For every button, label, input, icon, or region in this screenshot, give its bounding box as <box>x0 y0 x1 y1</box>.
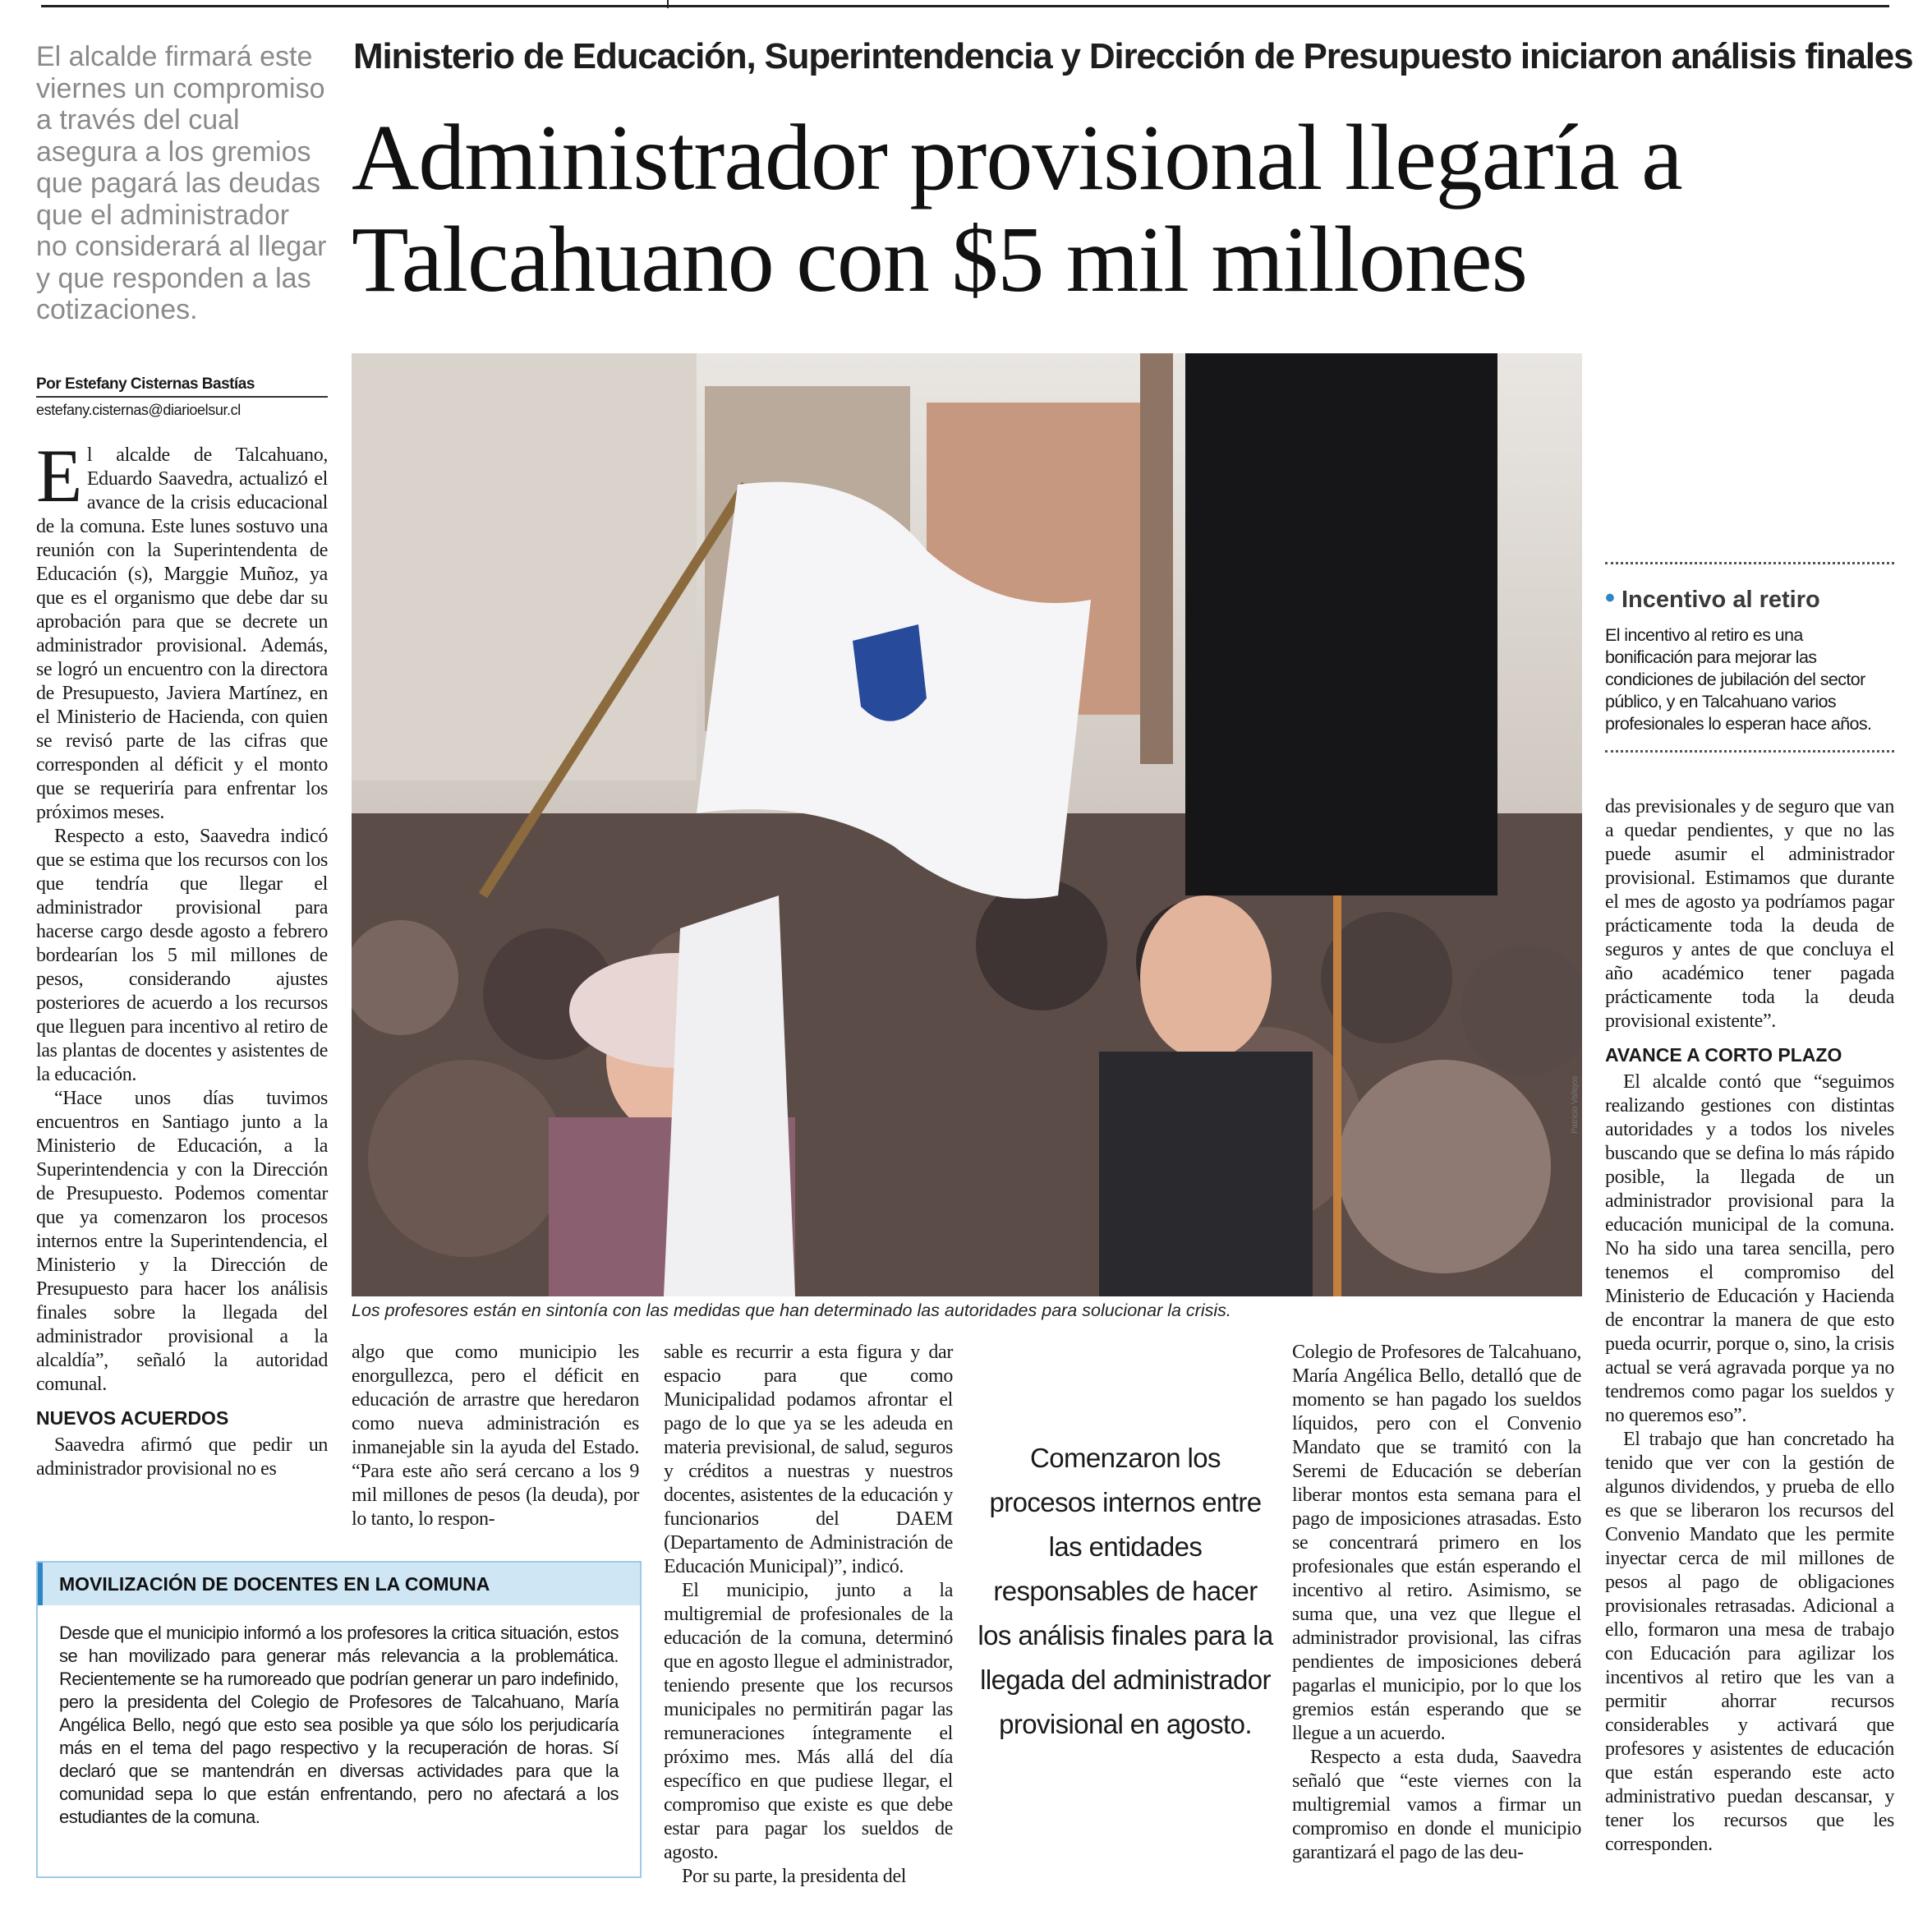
info-box-movilizacion <box>36 1561 642 1878</box>
article-column-2 <box>352 1341 639 1531</box>
article-column-3 <box>664 1341 953 1889</box>
paragraph: El municipio, junto a la multigremial de profesionales de la educación de la comuna, determinó que en agosto llegue el administrador, teniendo presente que los recursos municipales no permitirán pagar las remuneraciones íntegramente el próximo mes. Más allá del día específico en que pudiese llegar, el compromiso que existe es que debe estar para pagar los sueldos de agosto. <box>664 1580 953 1863</box>
photo-credit: Patricio Vallejos <box>1571 1075 1580 1134</box>
subhead-avance: AVANCE A CORTO PLAZO <box>1605 1044 1842 1066</box>
byline <box>36 375 328 419</box>
paragraph: das previsionales y de seguro que van a quedar pendientes, y que no las puede asumir el administrador provisional. Estimamos que durante el mes de agosto ya podríamos pagar prácticamente toda la deuda de seguros y antes de que concluya el año académico tener pagada prácticamente toda la deuda provisional existente”. <box>1605 796 1894 1032</box>
bullet-icon: • <box>1605 582 1615 614</box>
drop-cap: E <box>36 434 82 518</box>
kicker: Ministerio de Educación, Superintendencia y Dirección de Presupuesto iniciaron análisis finales <box>353 36 1913 76</box>
article-deck: El alcalde firmará este viernes un compromiso a través del cual asegura a los gremios que pagará las deudas que el administrador no considerará al llegar y que responden a las cotizaciones. <box>36 41 327 325</box>
top-rule <box>41 5 1889 7</box>
byline-author: Por Estefany Cisternas Bastías <box>36 375 255 393</box>
sidebar-title <box>1605 582 1894 615</box>
article-column-5 <box>1292 1341 1581 1865</box>
sidebar-top-dots <box>1605 562 1894 564</box>
article-column-6 <box>1605 795 1894 1857</box>
paragraph: El alcalde contó que “seguimos realizando gestiones con distintas autoridades y a todos los niveles buscando que se defina lo más rápido posible, la llegada de un administrador provisional para la educación municipal de la comuna. No ha sido una tarea sencilla, pero tenemos el compromiso del Ministerio de Educación y Hacienda de encontrar la manera de que esto pueda ocurrir, porque o, sino, la crisis actual se verá agravada porque ya no tendremos como pagar los sueldos y no queremos eso”. <box>1605 1071 1894 1426</box>
paragraph: “Hace unos días tuvimos encuentros en Santiago junto a la Ministerio de Educación, a la Superintendencia y con la Dirección de Presupuesto. Podemos comentar que ya comenzaron los procesos internos entre la Superintendencia, el Ministerio y la Dirección de Presupuesto para hacer los análisis finales sobre la llegada del administrador provisional a la alcaldía”, señaló la autoridad comunal. <box>36 1088 328 1395</box>
protest-photo <box>352 353 1582 1296</box>
paragraph: Colegio de Profesores de Talcahuano, María Angélica Bello, detalló que de momento se han pagado los sueldos líquidos, pero con el Convenio Mandato que se tramitó con la Seremi de Educación se deberían liberar montos esta semana para el pago de imposiciones atrasadas. Esto se concentrará primero en los profesionales que están esperando el incentivo al retiro. Asimismo, se suma que, una vez que llegue el administrador provisional, las cifras pendientes de imposiciones deberá pagarlas el municipio, por lo que los gremios están esperando que se llegue a un acuerdo. <box>1292 1342 1581 1744</box>
photo-caption: Los profesores están en sintonía con las medidas que han determinado las autoridades para solucionar la crisis. <box>352 1301 1231 1320</box>
top-rule-tick <box>667 0 669 8</box>
protest-photo-illustration <box>352 353 1582 1296</box>
headline-line-2: Talcahuano con $5 mil millones <box>352 207 1528 311</box>
subhead-nuevos-acuerdos: NUEVOS ACUERDOS <box>36 1407 229 1429</box>
sidebar-bottom-dots <box>1605 750 1894 753</box>
pull-quote: Comenzaron los procesos internos entre las entidades responsables de hacer los análisis finales para la llegada del administrador provisional en agosto. <box>978 1443 1273 1739</box>
sidebar-title-text: Incentivo al retiro <box>1621 587 1820 613</box>
paragraph: Respecto a esto, Saavedra indicó que se estima que los recursos con los que tendría que llegar el administrador provisional para hacerse cargo desde agosto a febrero bordearían los 5 mil millones de pesos, considerando ajustes posteriores de acuerdo a los recursos que lleguen para incentivo al retiro de las plantas de docentes y asistentes de la educación. <box>36 826 328 1085</box>
info-box-title: MOVILIZACIÓN DE DOCENTES EN LA COMUNA <box>38 1563 640 1605</box>
headline-line-1: Administrador provisional llegaría a <box>352 105 1682 209</box>
byline-email: estefany.cisternas@diarioelsur.cl <box>36 402 241 418</box>
paragraph: Saavedra afirmó que pedir un administrador provisional no es <box>36 1434 328 1480</box>
byline-divider <box>36 396 328 398</box>
sidebar-incentivo <box>1605 562 1894 753</box>
paragraph: Respecto a esta duda, Saavedra señaló que “este viernes con la multigremial vamos a firmar un compromiso en donde el municipio garantizará el pago de las deu- <box>1292 1747 1581 1863</box>
sidebar-body: El incentivo al retiro es una bonificación para mejorar las condiciones de jubilación del sector público, y en Talcahuano varios profesionales lo esperan hace años. <box>1605 625 1872 734</box>
paragraph: Por su parte, la presidenta del <box>682 1866 907 1887</box>
paragraph: algo que como municipio les enorgullezca, pero el déficit en educación de arrastre que heredaron como nueva administración es inmanejable sin la ayuda del Estado. “Para este año será cercano a los 9 mil millones de pesos (la deuda), por lo tanto, lo respon- <box>352 1342 639 1530</box>
info-box-body: Desde que el municipio informó a los profesores la critica situación, estos se han movilizado para generar más relevancia a la problemática. Recientemente se ha rumoreado que podrían generar un paro indefinido, pero la presidenta del Colegio de Profesores de Talcahuano, María Angélica Bello, negó que esto sea posible ya que sólo los perjudicaría más en el tema del pago respectivo y la recuperación de horas. Sí declaró que se mantendrán en diversas actividades para que la comunidad sepa lo que están enfrentando, pero no afectará a los estudiantes de la comuna. <box>59 1623 619 1827</box>
lead-text: l alcalde de Talcahuano, Eduardo Saavedra, actualizó el avance de la crisis educacional de la comuna. Este lunes sostuvo una reunión con la Superintendenta de Educación (s), Marggie Muñoz, ya que es el organismo que debe dar su aprobación para que se decrete un administrador provisional. Además, se logró un encuentro con la directora de Presupuesto, Javiera Martínez, en el Ministerio de Hacienda, con quien se revisó parte de las cifras que corresponden al déficit y el monto que se requeriría para enfrentar los próximos meses. <box>36 444 328 823</box>
headline <box>352 107 1896 311</box>
paragraph: sable es recurrir a esta figura y dar espacio para que como Municipalidad podamos afrontar el pago de lo que ya se les adeuda en materia previsional, de salud, seguros y créditos a nuestras y nuestros docentes, asistentes de la educación y funcionarios del DAEM (Departamento de Administración de Educación Municipal)”, indicó. <box>664 1342 953 1577</box>
paragraph: El trabajo que han concretado ha tenido que ver con la gestión de algunos dividendos, y prueba de ello es que se liberaron los recursos del Convenio Mandato que les permite inyectar cerca de mil millones de pesos al pago de obligaciones provisionales retrasadas. Adicional a ello, formaron una mesa de trabajo con Educación para agilizar los incentivos al retiro que les van a permitir ahorrar recursos considerables y activará que profesores y asistentes de educación que están esperando este acto administrativo puedan descansar, y tener los recursos que les corresponden. <box>1605 1429 1894 1855</box>
paragraph-lead <box>36 434 328 825</box>
article-column-1 <box>36 434 328 1481</box>
